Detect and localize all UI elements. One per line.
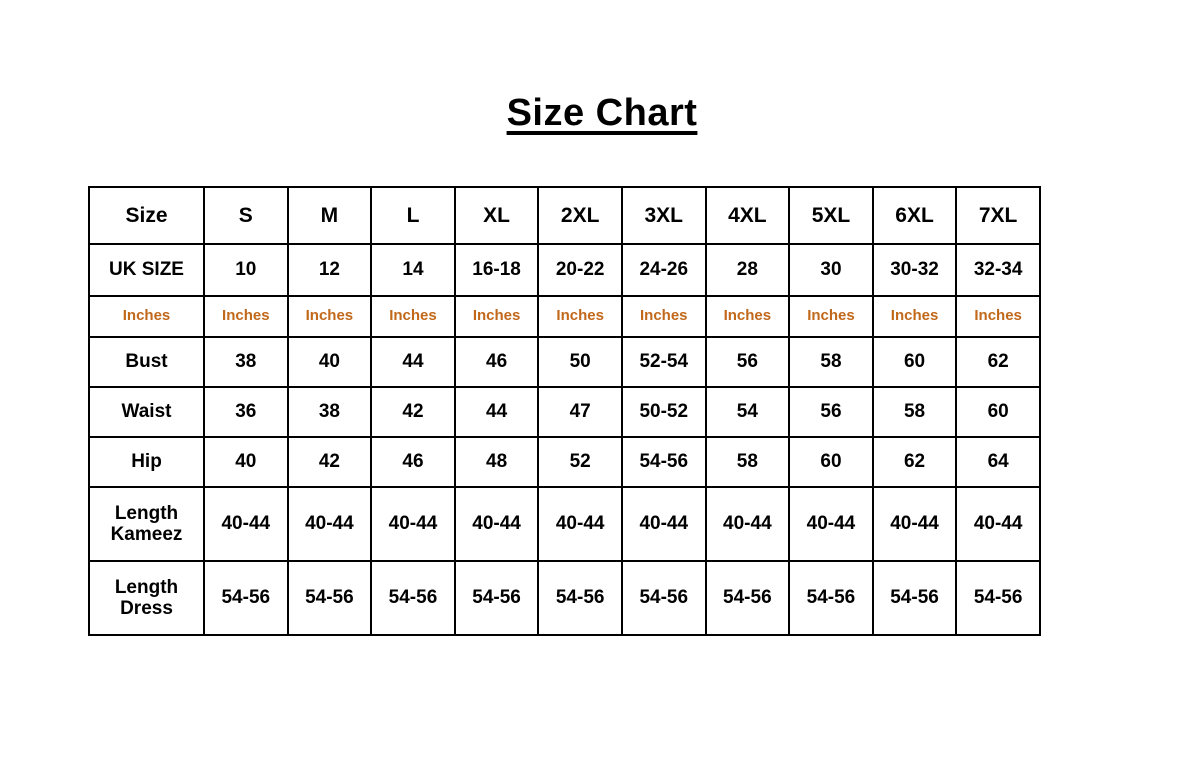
table-cell: 44: [455, 387, 539, 437]
table-cell: 54-56: [873, 561, 957, 635]
table-row: [89, 487, 1040, 561]
table-cell: Inches: [538, 296, 622, 337]
table-cell: 60: [789, 437, 873, 487]
table-cell: 52: [538, 437, 622, 487]
table-cell: 54-56: [288, 561, 372, 635]
table-cell: 48: [455, 437, 539, 487]
row-header-cell: UK SIZE: [89, 244, 204, 296]
table-cell: 2XL: [538, 187, 622, 244]
page-title: Size Chart: [506, 92, 698, 134]
table-row: [89, 244, 1040, 296]
table-cell: 38: [204, 337, 288, 387]
table-cell: 3XL: [622, 187, 706, 244]
table-cell: 52-54: [622, 337, 706, 387]
table-cell: 47: [538, 387, 622, 437]
table-cell: 7XL: [956, 187, 1040, 244]
table-cell: 62: [956, 337, 1040, 387]
table-cell: 4XL: [706, 187, 790, 244]
table-cell: Inches: [204, 296, 288, 337]
table-row: [89, 561, 1040, 635]
table-cell: 40-44: [956, 487, 1040, 561]
table-cell: 58: [706, 437, 790, 487]
row-header-cell: Length Dress: [89, 561, 204, 635]
table-cell: Inches: [288, 296, 372, 337]
table-cell: 40-44: [538, 487, 622, 561]
table-cell: 40: [204, 437, 288, 487]
table-cell: Inches: [622, 296, 706, 337]
table-cell: S: [204, 187, 288, 244]
table-cell: 42: [288, 437, 372, 487]
table-row: [89, 296, 1040, 337]
table-cell: Inches: [455, 296, 539, 337]
table-row: [89, 387, 1040, 437]
table-cell: Inches: [371, 296, 455, 337]
row-header-cell: Bust: [89, 337, 204, 387]
table-cell: 40-44: [371, 487, 455, 561]
size-chart-body: [89, 187, 1040, 635]
table-cell: 6XL: [873, 187, 957, 244]
table-cell: 54-56: [204, 561, 288, 635]
table-cell: 46: [371, 437, 455, 487]
size-chart-table-wrapper: [88, 186, 1039, 636]
table-cell: 16-18: [455, 244, 539, 296]
table-cell: 10: [204, 244, 288, 296]
table-cell: 28: [706, 244, 790, 296]
table-cell: 54-56: [956, 561, 1040, 635]
table-cell: 24-26: [622, 244, 706, 296]
table-cell: 54-56: [622, 561, 706, 635]
table-cell: 56: [789, 387, 873, 437]
table-cell: 54-56: [622, 437, 706, 487]
table-cell: 62: [873, 437, 957, 487]
table-cell: Inches: [789, 296, 873, 337]
table-cell: 64: [956, 437, 1040, 487]
table-cell: 54-56: [538, 561, 622, 635]
table-row: [89, 337, 1040, 387]
table-row: [89, 437, 1040, 487]
table-cell: L: [371, 187, 455, 244]
row-header-cell: Inches: [89, 296, 204, 337]
table-cell: 44: [371, 337, 455, 387]
table-cell: Inches: [956, 296, 1040, 337]
row-header-cell: Size: [89, 187, 204, 244]
table-cell: 30-32: [873, 244, 957, 296]
table-cell: 54-56: [455, 561, 539, 635]
row-header-cell: Waist: [89, 387, 204, 437]
table-cell: 40-44: [455, 487, 539, 561]
table-cell: 60: [873, 337, 957, 387]
table-cell: 40-44: [204, 487, 288, 561]
table-cell: XL: [455, 187, 539, 244]
table-cell: M: [288, 187, 372, 244]
table-cell: 50: [538, 337, 622, 387]
table-cell: Inches: [873, 296, 957, 337]
table-cell: Inches: [706, 296, 790, 337]
table-cell: 36: [204, 387, 288, 437]
table-cell: 12: [288, 244, 372, 296]
size-chart-table: [88, 186, 1041, 636]
table-cell: 54-56: [789, 561, 873, 635]
table-cell: 54-56: [371, 561, 455, 635]
table-cell: 54-56: [706, 561, 790, 635]
table-cell: 5XL: [789, 187, 873, 244]
table-cell: 60: [956, 387, 1040, 437]
table-cell: 42: [371, 387, 455, 437]
table-cell: 58: [789, 337, 873, 387]
table-cell: 14: [371, 244, 455, 296]
table-cell: 56: [706, 337, 790, 387]
table-cell: 40-44: [288, 487, 372, 561]
table-cell: 54: [706, 387, 790, 437]
table-cell: 50-52: [622, 387, 706, 437]
table-cell: 40-44: [706, 487, 790, 561]
table-cell: 40-44: [789, 487, 873, 561]
table-cell: 46: [455, 337, 539, 387]
table-cell: 30: [789, 244, 873, 296]
table-cell: 40-44: [873, 487, 957, 561]
table-row: [89, 187, 1040, 244]
row-header-cell: Hip: [89, 437, 204, 487]
row-header-cell: Length Kameez: [89, 487, 204, 561]
table-cell: 40-44: [622, 487, 706, 561]
table-cell: 58: [873, 387, 957, 437]
table-cell: 32-34: [956, 244, 1040, 296]
table-cell: 40: [288, 337, 372, 387]
table-cell: 20-22: [538, 244, 622, 296]
table-cell: 38: [288, 387, 372, 437]
